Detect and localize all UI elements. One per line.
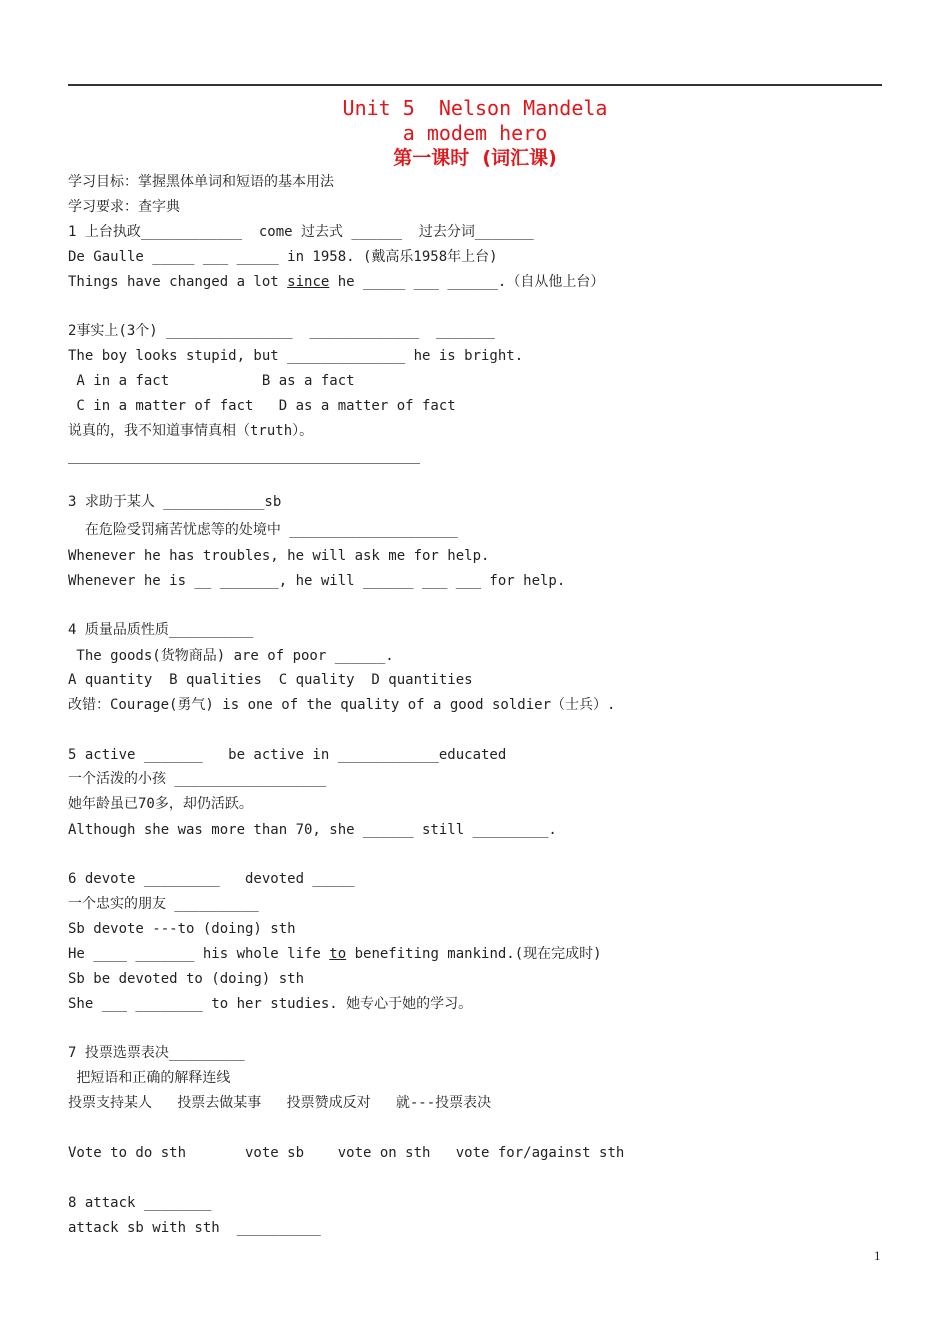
item-6-line: He ____ _______ his whole life to benefiting mankind.(现在完成时) [68, 946, 602, 962]
answer-blank-line [68, 463, 420, 464]
item-1-line: Things have changed a lot since he _____ ___ ______.（自从他上台） [68, 274, 605, 290]
item-4-line: The goods(货物商品) are of poor ______. [68, 648, 394, 664]
item-4-heading: 4 质量品质性质__________ [68, 622, 254, 638]
lesson-heading: 第一课时 (词汇课) [393, 147, 557, 169]
learning-goal: 学习目标：掌握黑体单词和短语的基本用法 [68, 174, 334, 190]
item-6-line: 一个忠实的朋友 __________ [68, 896, 259, 912]
item-4-line: 改错：Courage(勇气) is one of the quality of a good soldier（士兵）. [68, 697, 616, 713]
item-3-line: 在危险受罚痛苦忧虑等的处境中 ____________________ [68, 522, 458, 538]
learning-requirement: 学习要求：查字典 [68, 199, 180, 215]
item-6-line: Sb devote ---to (doing) sth [68, 921, 296, 937]
item-2-option: A in a fact B as a fact [68, 373, 355, 389]
item-6-line: She ___ ________ to her studies. 她专心于她的学习。 [68, 996, 473, 1012]
item-1-heading: 1 上台执政____________ come 过去式 ______ 过去分词_______ [68, 224, 534, 240]
page-subtitle: a modem hero [402, 121, 548, 145]
item-2-line: The boy looks stupid, but ______________ he is bright. [68, 348, 524, 364]
item-3-line: Whenever he is __ _______, he will ______ ___ ___ for help. [68, 573, 566, 589]
item-2-option: C in a matter of fact D as a matter of fact [68, 398, 456, 414]
item-6-line: Sb be devoted to (doing) sth [68, 971, 305, 987]
item-3-heading: 3 求助于某人 ____________sb [68, 494, 282, 510]
item-6-heading: 6 devote _________ devoted _____ [68, 871, 355, 887]
item-2-heading: 2事实上(3个) _______________ _____________ _______ [68, 323, 495, 339]
item-7-phrases: Vote to do sth vote sb vote on sth vote for/against sth [68, 1145, 625, 1161]
item-5-heading: 5 active _______ be active in ____________educated [68, 747, 507, 763]
header-rule [68, 84, 882, 86]
item-5-line: 一个活泼的小孩 __________________ [68, 771, 327, 787]
page-number: 1 [874, 1248, 881, 1263]
item-1-line: De Gaulle _____ ___ _____ in 1958. (戴高乐1958年上台) [68, 249, 498, 265]
item-2-line: 说真的，我不知道事情真相（truth）。 [68, 423, 314, 439]
item-5-line: Although she was more than 70, she ______ still _________. [68, 822, 557, 838]
item-7-meanings: 投票支持某人 投票去做某事 投票赞成反对 就---投票表决 [68, 1095, 492, 1111]
page-title: Unit 5 Nelson Mandela [342, 96, 608, 120]
item-5-line: 她年龄虽已70多，却仍活跃。 [68, 796, 253, 812]
item-8-heading: 8 attack ________ [68, 1195, 212, 1211]
item-7-heading: 7 投票选票表决_________ [68, 1045, 245, 1061]
item-8-line: attack sb with sth __________ [68, 1220, 321, 1236]
item-4-options: A quantity B qualities C quality D quantities [68, 672, 473, 688]
item-3-line: Whenever he has troubles, he will ask me for help. [68, 548, 490, 564]
item-7-instruction: 把短语和正确的解释连线 [68, 1070, 231, 1086]
